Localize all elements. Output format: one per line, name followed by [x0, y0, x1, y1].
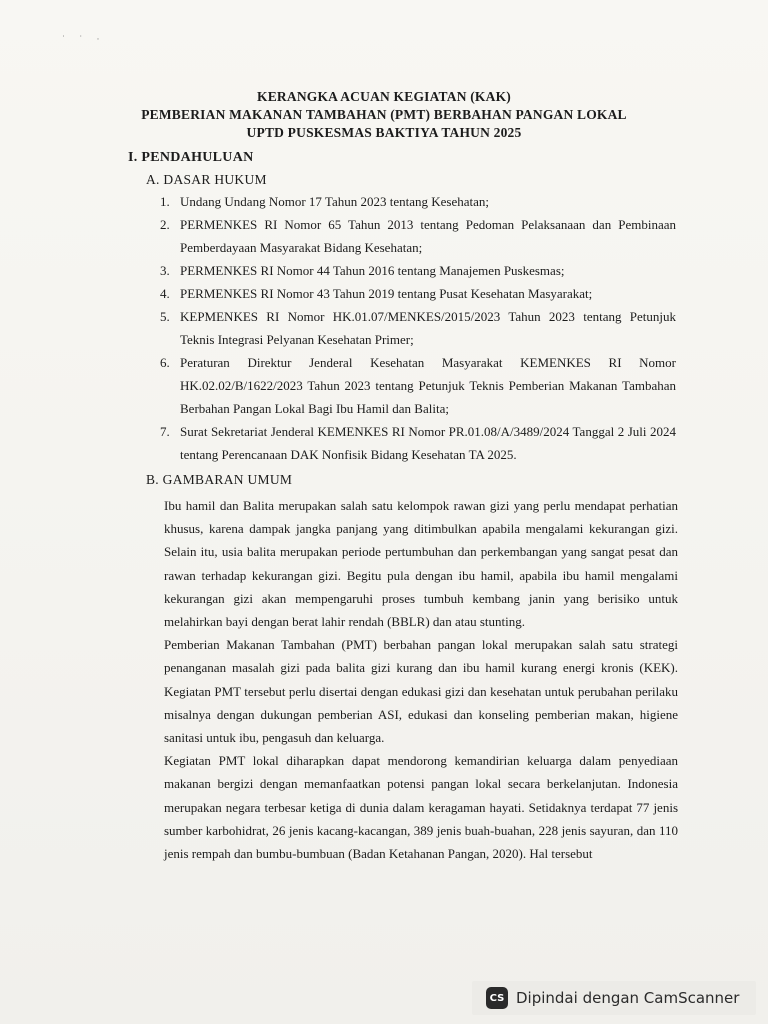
list-item-number: 3.	[160, 263, 170, 278]
title-line-1: KERANGKA ACUAN KEGIATAN (KAK)	[257, 89, 511, 104]
list-item	[160, 282, 676, 305]
list-item-text: Surat Sekretariat Jenderal KEMENKES RI Nomor PR.01.08/A/3489/2024 Tanggal 2 Juli 2024 tentang Perencanaan DAK Nonfisik Bidang Kesehatan TA 2025.	[180, 424, 676, 462]
paragraph: Ibu hamil dan Balita merupakan salah satu kelompok rawan gizi yang perlu mendapat perhatian khusus, karena dampak jangka panjang yang ditimbulkan apabila mengalami kekurangan gizi. Selain itu, usia balita merupakan periode pertumbuhan dan perkembangan yang sangat pesat dan rawan terhadap kekurangan gizi. Begitu pula dengan ibu hamil, apabila ibu hamil mengalami kekurangan gizi akan mempengaruhi proses tumbuh kembang janin yang berisiko untuk melahirkan bayi dengan berat lahir rendah (BBLR) dan atau stunting.	[164, 498, 678, 630]
list-item	[160, 213, 676, 259]
camscanner-watermark	[472, 981, 756, 1015]
list-item-number: 6.	[160, 355, 170, 370]
document-title	[0, 88, 768, 142]
list-item-text: KEPMENKES RI Nomor HK.01.07/MENKES/2015/2023 Tahun 2023 tentang Petunjuk Teknis Integrasi Pelyanan Kesehatan Primer;	[180, 309, 676, 347]
list-item	[160, 259, 676, 282]
list-item	[160, 305, 676, 351]
paragraph: Kegiatan PMT lokal diharapkan dapat mendorong kemandirian keluarga dalam penyediaan makanan bergizi dengan memanfaatkan potensi pangan lokal secara berkelanjutan. Indonesia merupakan negara terbesar ketiga di dunia dalam keragaman hayati. Setidaknya terdapat 77 jenis sumber karbohidrat, 26 jenis kacang-kacangan, 389 jenis buah-buahan, 228 jenis sayuran, dan 110 jenis rempah dan bumbu-bumbuan (Badan Ketahanan Pangan, 2020). Hal tersebut	[164, 753, 678, 862]
list-item-text: Undang Undang Nomor 17 Tahun 2023 tentang Kesehatan;	[180, 194, 489, 209]
subsection-heading-dasar-hukum: A. DASAR HUKUM	[146, 172, 267, 187]
list-item	[160, 420, 676, 466]
list-item-number: 7.	[160, 424, 170, 439]
scan-specks: ˙ ˙ ·	[62, 34, 106, 44]
list-item-text: PERMENKES RI Nomor 65 Tahun 2013 tentang Pedoman Pelaksanaan dan Pembinaan Pemberdayaan Masyarakat Bidang Kesehatan;	[180, 217, 676, 255]
list-item-number: 2.	[160, 217, 170, 232]
camscanner-logo-icon: CS	[486, 987, 508, 1009]
list-item-text: PERMENKES RI Nomor 43 Tahun 2019 tentang Pusat Kesehatan Masyarakat;	[180, 286, 593, 301]
list-item-number: 5.	[160, 309, 170, 324]
list-item-number: 4.	[160, 286, 170, 301]
section-heading-pendahuluan: I. PENDAHULUAN	[128, 150, 254, 165]
subsection-heading-gambaran-umum: B. GAMBARAN UMUM	[146, 472, 293, 487]
list-item	[160, 351, 676, 420]
list-item	[160, 190, 676, 213]
list-item-text: Peraturan Direktur Jenderal Kesehatan Masyarakat KEMENKES RI Nomor HK.02.02/B/1622/2023 Tahun 2023 tentang Petunjuk Teknis Pemberian Makanan Tambahan Berbahan Pangan Lokal Bagi Ibu Hamil dan Balita;	[180, 355, 676, 416]
overview-body	[164, 494, 678, 865]
watermark-text: Dipindai dengan CamScanner	[516, 989, 740, 1007]
list-item-text: PERMENKES RI Nomor 44 Tahun 2016 tentang Manajemen Puskesmas;	[180, 263, 565, 278]
list-item-number: 1.	[160, 194, 170, 209]
title-line-2: PEMBERIAN MAKANAN TAMBAHAN (PMT) BERBAHAN PANGAN LOKAL	[141, 107, 627, 122]
legal-basis-list	[160, 190, 676, 466]
title-line-3: UPTD PUSKESMAS BAKTIYA TAHUN 2025	[246, 125, 522, 140]
paragraph: Pemberian Makanan Tambahan (PMT) berbahan pangan lokal merupakan salah satu strategi penanganan masalah gizi pada balita gizi kurang dan ibu hamil kurang energi kronis (KEK). Kegiatan PMT tersebut perlu disertai dengan edukasi gizi dan kesehatan untuk perubahan perilaku misalnya dengan dukungan pemberian ASI, edukasi dan konseling pemberian makan, higiene sanitasi untuk ibu, pengasuh dan keluarga.	[164, 637, 678, 746]
